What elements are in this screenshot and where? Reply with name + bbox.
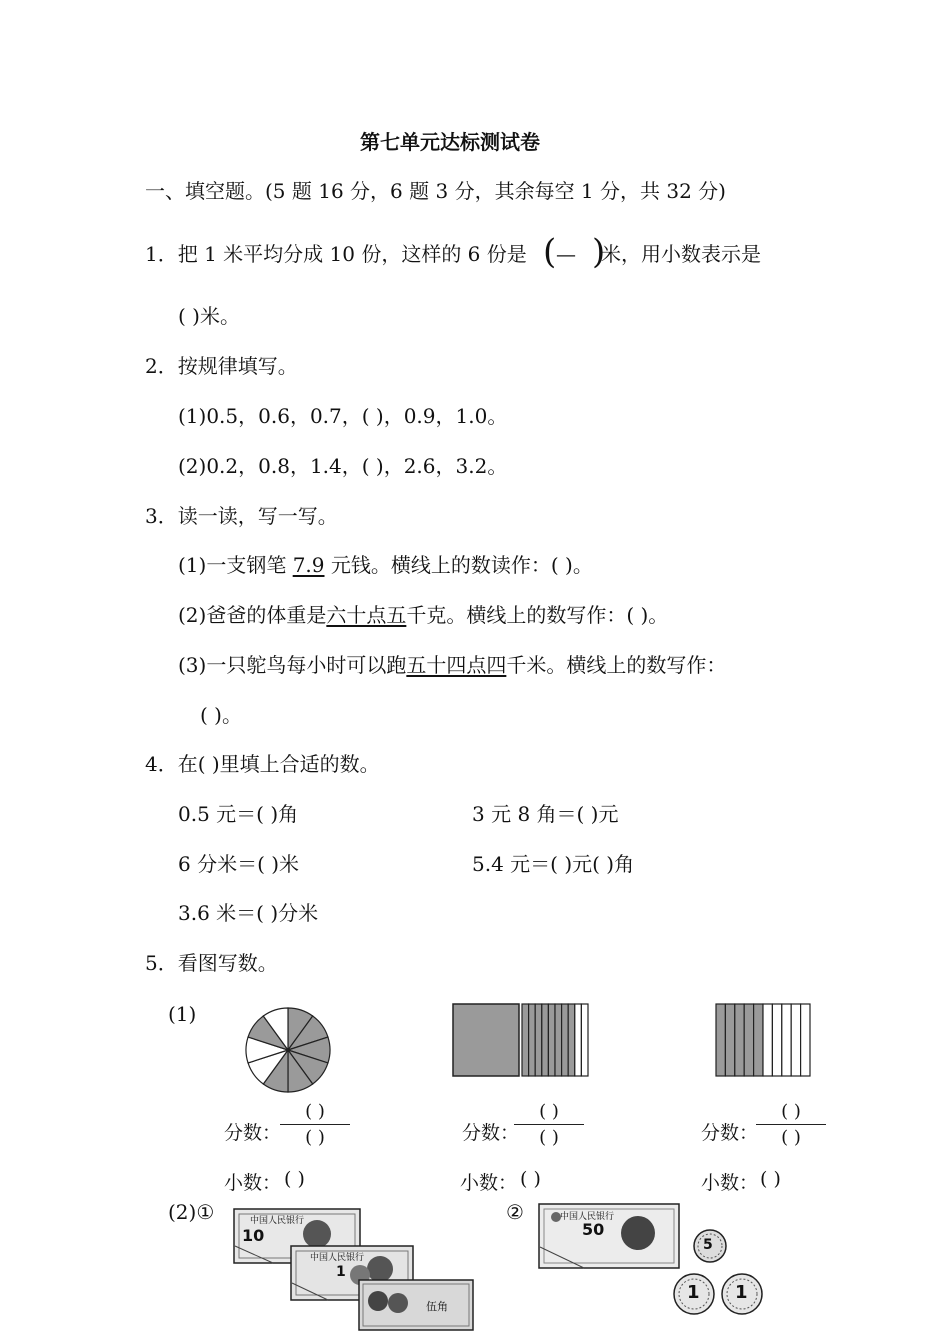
q3-part2 [178, 603, 668, 627]
q4-item-b: 3 元 8 角＝( )元 [472, 802, 619, 826]
q3-p1-underlined: 7.9 [292, 553, 325, 577]
note-jiao-value: 伍角 [426, 1300, 448, 1313]
q2-part1: (1)0.5，0.6，0.7，( )，0.9，1.0。 [178, 404, 508, 428]
numerator-blank-1: ( ) [305, 1101, 325, 1122]
q4-item-a: 0.5 元＝( )角 [178, 802, 299, 826]
frac-label-2: 分数： [462, 1122, 520, 1144]
denominator-blank-2: ( ) [539, 1127, 559, 1148]
fraction-circle-figure [244, 1006, 332, 1094]
strip [791, 1004, 800, 1076]
fraction-answer-2 [514, 1101, 584, 1148]
q3-p2-text: (2)爸爸的体重是 [178, 603, 327, 627]
q4-item-d: 5.4 元＝( )元( )角 [472, 852, 635, 876]
tenth-strip [535, 1004, 542, 1076]
q3-p2-underlined: 六十点五 [326, 603, 407, 627]
note50-value: 50 [582, 1220, 605, 1239]
q4-item-c: 6 分米＝( )米 [178, 852, 300, 876]
q3-p2-text2: 千克。横线上的数写作：( )。 [406, 603, 669, 627]
tenth-strip [575, 1004, 582, 1076]
note10-bank: 中国人民银行 [250, 1216, 305, 1226]
strip [772, 1004, 781, 1076]
strip [725, 1004, 734, 1076]
note50-bank: 中国人民银行 [560, 1212, 615, 1222]
decimal-blank-2: ( ) [520, 1168, 541, 1190]
q3-p3-text: (3)一只鸵鸟每小时可以跑 [178, 653, 407, 677]
q5-part2-label: (2)① [168, 1200, 215, 1224]
q5-stem: 5．看图写数。 [145, 951, 278, 975]
tenth-strip [555, 1004, 562, 1076]
strip [763, 1004, 772, 1076]
denominator-blank-1: ( ) [305, 1127, 325, 1148]
note1-value: 1 [336, 1264, 346, 1280]
note1-bank: 中国人民银行 [310, 1253, 365, 1263]
coin5-value: 5 [703, 1237, 713, 1253]
q2-part2: (2)0.2，0.8，1.4，( )，2.6，3.2。 [178, 454, 508, 478]
tenth-strip [529, 1004, 536, 1076]
q3-part1 [178, 553, 593, 577]
numerator-blank-2: ( ) [539, 1101, 559, 1122]
q5-part1-label: (1) [168, 1002, 197, 1026]
fraction-answer-3 [756, 1101, 826, 1148]
strip [735, 1004, 744, 1076]
page-title: 第七单元达标测试卷 [360, 130, 540, 154]
section-heading: 一、填空题。(5 题 16 分，6 题 3 分，其余每空 1 分，共 32 分) [145, 179, 726, 203]
q3-p3-underlined: 五十四点四 [406, 653, 507, 677]
tenth-strip [568, 1004, 575, 1076]
q1-fraction-open-paren: ( [543, 232, 557, 272]
square-tenths-figure [452, 1003, 592, 1077]
q4-item-e: 3.6 米＝( )分米 [178, 901, 319, 925]
decimal-blank-3: ( ) [760, 1168, 781, 1190]
ten-strips-figure [714, 1003, 812, 1077]
dec-label-2: 小数： [460, 1172, 518, 1194]
q1-fraction-bar: — [556, 242, 576, 266]
note10-value: 10 [242, 1226, 265, 1245]
strip [754, 1004, 763, 1076]
fraction-answer-1 [280, 1101, 350, 1148]
q3-part3 [178, 653, 726, 677]
coin1-value-2: 1 [735, 1282, 748, 1303]
tenth-strip [548, 1004, 555, 1076]
q3-p3-text2: 千米。横线上的数写作： [506, 653, 727, 677]
frac-label-1: 分数： [224, 1122, 282, 1144]
q2-stem: 2．按规律填写。 [145, 354, 298, 378]
coin1-value-1: 1 [687, 1282, 700, 1303]
tenth-strip [562, 1004, 569, 1076]
q5-part2b-label: ② [506, 1200, 524, 1224]
dec-label-3: 小数： [701, 1172, 759, 1194]
q3-p1-text: (1)一支钢笔 [178, 553, 293, 577]
q4-stem: 4．在( )里填上合适的数。 [145, 752, 380, 776]
q3-part3-line2: ( )。 [200, 703, 242, 727]
banknote-five-jiao-image [358, 1279, 474, 1331]
tenth-strip [581, 1004, 588, 1076]
q1-line1-b: 米，用小数表示是 [601, 242, 761, 266]
tenth-strip [542, 1004, 549, 1076]
frac-label-3: 分数： [701, 1122, 759, 1144]
strip [801, 1004, 810, 1076]
numerator-blank-3: ( ) [781, 1101, 801, 1122]
q3-p1-text2: 元钱。横线上的数读作：( )。 [324, 553, 593, 577]
strip [744, 1004, 753, 1076]
decimal-blank-1: ( ) [284, 1168, 305, 1190]
q3-stem: 3．读一读，写一写。 [145, 504, 338, 528]
denominator-blank-3: ( ) [781, 1127, 801, 1148]
tenth-strip [522, 1004, 529, 1076]
dec-label-1: 小数： [224, 1172, 282, 1194]
strip [782, 1004, 791, 1076]
q1-line2: ( )米。 [178, 304, 240, 328]
q1-line1-a: 1．把 1 米平均分成 10 份，这样的 6 份是 [145, 242, 527, 266]
strip [716, 1004, 725, 1076]
q1-fraction-close-paren: ) [592, 232, 606, 272]
